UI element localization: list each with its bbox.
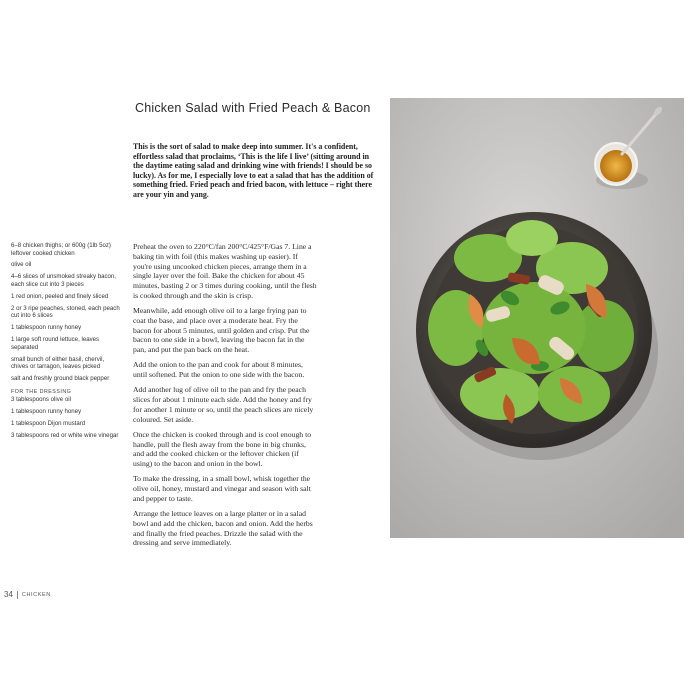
method-step: Add the onion to the pan and cook for about 8 minutes, until softened. Put the onion to one side with the bacon. xyxy=(133,360,305,380)
dressing-heading: FOR THE DRESSING xyxy=(11,388,72,395)
ingredient-item: small bunch of either basil, chervil, chives or tarragon, leaves picked xyxy=(11,355,105,371)
ingredient-item: 1 tablespoon runny honey xyxy=(11,324,82,332)
recipe-intro: This is the sort of salad to make deep into summer. It's a confident, effortless salad that proclaims, ‘This is the life I live’ (sitting around in the daytime eating salad and drinking wine with friends! I should be so lucky). As for me, I especially love to eat a salad that has the addition of something fried. Fried peach and fried bacon, with lettuce – right there are your yin and yang. xyxy=(133,142,374,199)
method-steps xyxy=(133,242,318,553)
ingredient-item: 4–6 slices of unsmoked streaky bacon, each slice cut into 3 pieces xyxy=(11,273,117,288)
ingredient-item: 1 large soft round lettuce, leaves separated xyxy=(11,336,100,351)
method-step: Meanwhile, add enough olive oil to a large frying pan to coat the base, and place over a moderate heat. Fry the bacon for about 5 minutes, until golden and crisp. Put the bacon to one side in a bowl, leaving the bacon fat in the pan, and put the pan back on the heat. xyxy=(133,306,310,355)
ingredient-item: olive oil xyxy=(11,261,32,269)
dressing-item: 3 tablespoons red or white wine vinegar xyxy=(11,431,119,439)
method-step: To make the dressing, in a small bowl, whisk together the olive oil, honey, mustard and vinegar and season with salt and pepper to taste. xyxy=(133,474,311,503)
method-step: Preheat the oven to 220°C/fan 200°C/425°F/Gas 7. Line a baking tin with foil (this makes washing up easier). If you're using uncooked chicken pieces, arrange them in a single layer over the foil. Bake the chicken for about 45 minutes, basting 2 or 3 times during cooking, until the flesh is cooked through and the skin is crisp. xyxy=(133,242,317,300)
page-number: 34 xyxy=(4,590,13,599)
dressing-liquid xyxy=(600,150,632,182)
method-step: Add another lug of olive oil to the pan and fry the peach slices for about 1 minute each side. Add the honey and fry for another 1 minute or so, until the peach slices are nicely coloured. Set aside. xyxy=(133,385,314,424)
recipe-title: Chicken Salad with Fried Peach & Bacon xyxy=(135,101,371,115)
ingredient-item: 2 or 3 ripe peaches, stoned, each peach cut into 6 slices xyxy=(11,304,120,320)
ingredient-item: salt and freshly ground black pepper xyxy=(11,375,110,383)
dressing-item: 1 tablespoon runny honey xyxy=(11,408,82,416)
dressing-item: 3 tablespoons olive oil xyxy=(11,396,71,404)
ingredient-item: 1 red onion, peeled and finely sliced xyxy=(11,292,109,300)
ingredient-item: 6–8 chicken thighs; or 600g (1lb 5oz) leftover cooked chicken xyxy=(11,242,111,257)
page-footer xyxy=(4,590,51,599)
footer-divider xyxy=(17,591,18,599)
dressing-item: 1 tablespoon Dijon mustard xyxy=(11,420,86,428)
method-step: Once the chicken is cooked through and is cool enough to handle, pull the flesh away from the bone in big chunks, and add the cooked chicken or the leftover chicken (if using) to the bacon and onion in the bowl. xyxy=(133,429,312,469)
method-step: Arrange the lettuce leaves on a large platter or in a salad bowl and add the chicken, bacon and onion. Add the herbs and finally the fried peaches. Drizzle the salad with the dressing and serve immediately. xyxy=(133,508,313,548)
salad-bowl-photo xyxy=(390,98,684,538)
section-name: CHICKEN xyxy=(21,591,51,598)
ingredients-list xyxy=(11,242,121,444)
